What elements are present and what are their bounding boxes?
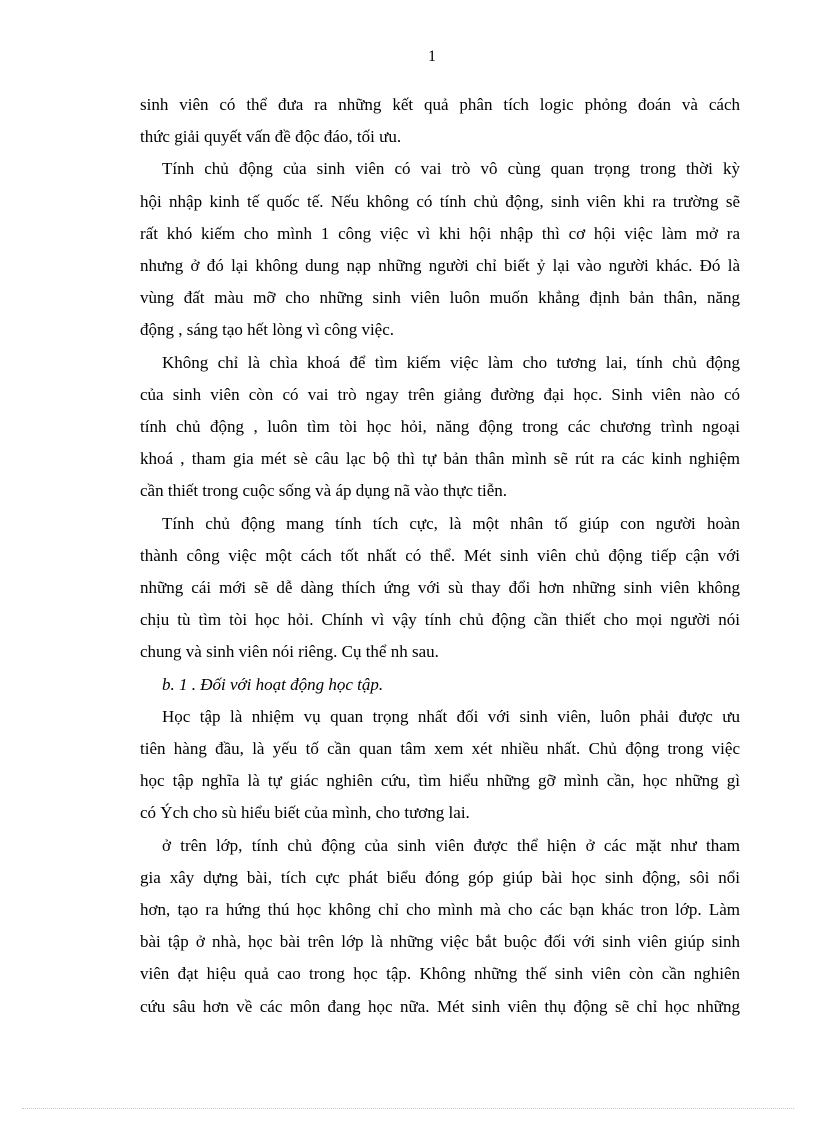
text-line: chịu tù tìm tòi học hỏi. Chính vì vậy tính chủ động cần thiết cho mọi người nói — [140, 610, 740, 630]
paragraph — [140, 508, 740, 669]
section-heading-text: b. 1 . Đối với hoạt động học tập. — [162, 674, 384, 694]
paragraph — [140, 347, 740, 508]
text-line: động , sáng tạo hết lòng vì công việc. — [140, 320, 395, 340]
text-line: khoá , tham gia mét sè câu lạc bộ thì tự bản thân mình sẽ rút ra các kinh nghiệm — [140, 449, 740, 469]
text-line: gia xây dựng bài, tích cực phát biểu đóng góp giúp bài học sinh động, sôi nổi — [140, 867, 740, 887]
body-text — [140, 89, 740, 1023]
page-bottom-divider — [22, 1108, 794, 1109]
text-line: Không chỉ là chìa khoá để tìm kiếm việc làm cho tương lai, tính chủ động — [162, 352, 740, 372]
text-line: thành công việc một cách tốt nhất có thể. Mét sinh viên chủ động tiếp cận với — [140, 545, 740, 565]
text-line: cứu sâu hơn về các môn đang học nữa. Mét sinh viên thụ động sẽ chỉ học những — [140, 996, 740, 1016]
text-line: vùng đất màu mỡ cho những sinh viên luôn muốn khẳng định bản thân, năng — [140, 288, 740, 308]
text-line: nhưng ở đó lại không dung nạp những người chỉ biết ỷ lại vào người khác. Đó là — [140, 256, 740, 276]
text-line: hội nhập kinh tế quốc tế. Nếu không có tính chủ động, sinh viên khi ra trường sẽ — [140, 191, 740, 211]
text-line: của sinh viên còn có vai trò ngay trên giảng đường đại học. Sinh viên nào có — [140, 384, 740, 404]
paragraph — [140, 89, 740, 153]
text-line: tính chủ động , luôn tìm tòi học hỏi, năng động trong các chương trình ngoại — [140, 417, 740, 437]
section-heading — [140, 669, 740, 701]
text-line: học tập nghĩa là tự giác nghiên cứu, tìm hiểu những gỡ mình cần, học những gì — [140, 771, 740, 791]
text-line: hơn, tạo ra hứng thú học không chỉ cho mình mà cho các bạn khác tron lớp. Làm — [140, 900, 740, 920]
text-line: rất khó kiếm cho mình 1 công việc vì khi hội nhập thì cơ hội việc làm mở ra — [140, 223, 740, 243]
text-line: bài tập ở nhà, học bài trên lớp là những việc bắt buộc đối với sinh viên giúp sinh — [140, 932, 740, 952]
text-line: Tính chủ động mang tính tích cực, là một nhân tố giúp con người hoàn — [162, 513, 740, 533]
paragraph — [140, 153, 740, 346]
text-line: Học tập là nhiệm vụ quan trọng nhất đối với sinh viên, luôn phải được ưu — [162, 706, 740, 726]
text-line: có Ých cho sù hiểu biết của mình, cho tương lai. — [140, 803, 470, 823]
paragraph — [140, 830, 740, 1023]
text-line: Tính chủ động của sinh viên có vai trò vô cùng quan trọng trong thời kỳ — [162, 159, 740, 179]
text-line: những cái mới sẽ dễ dàng thích ứng với sù thay đổi hơn những sinh viên không — [140, 578, 740, 598]
paragraph — [140, 701, 740, 830]
page-number: 1 — [428, 48, 436, 65]
text-line: tiên hàng đầu, là yếu tố cần quan tâm xem xét nhiều nhất. Chủ động trong việc — [140, 739, 740, 759]
text-line: ở trên lớp, tính chủ động của sinh viên được thể hiện ở các mặt như tham — [162, 835, 740, 855]
text-line: chung và sinh viên nói riêng. Cụ thể nh sau. — [140, 642, 439, 662]
text-line: sinh viên có thể đưa ra những kết quả phân tích logic phỏng đoán và cách — [140, 95, 740, 114]
text-line: thức giải quyết vấn đề độc đáo, tối ưu. — [140, 127, 402, 147]
text-line: cần thiết trong cuộc sống và áp dụng nã vào thực tiễn. — [140, 481, 508, 501]
text-line: viên đạt hiệu quả cao trong học tập. Không những thế sinh viên còn cần nghiên — [140, 964, 740, 984]
